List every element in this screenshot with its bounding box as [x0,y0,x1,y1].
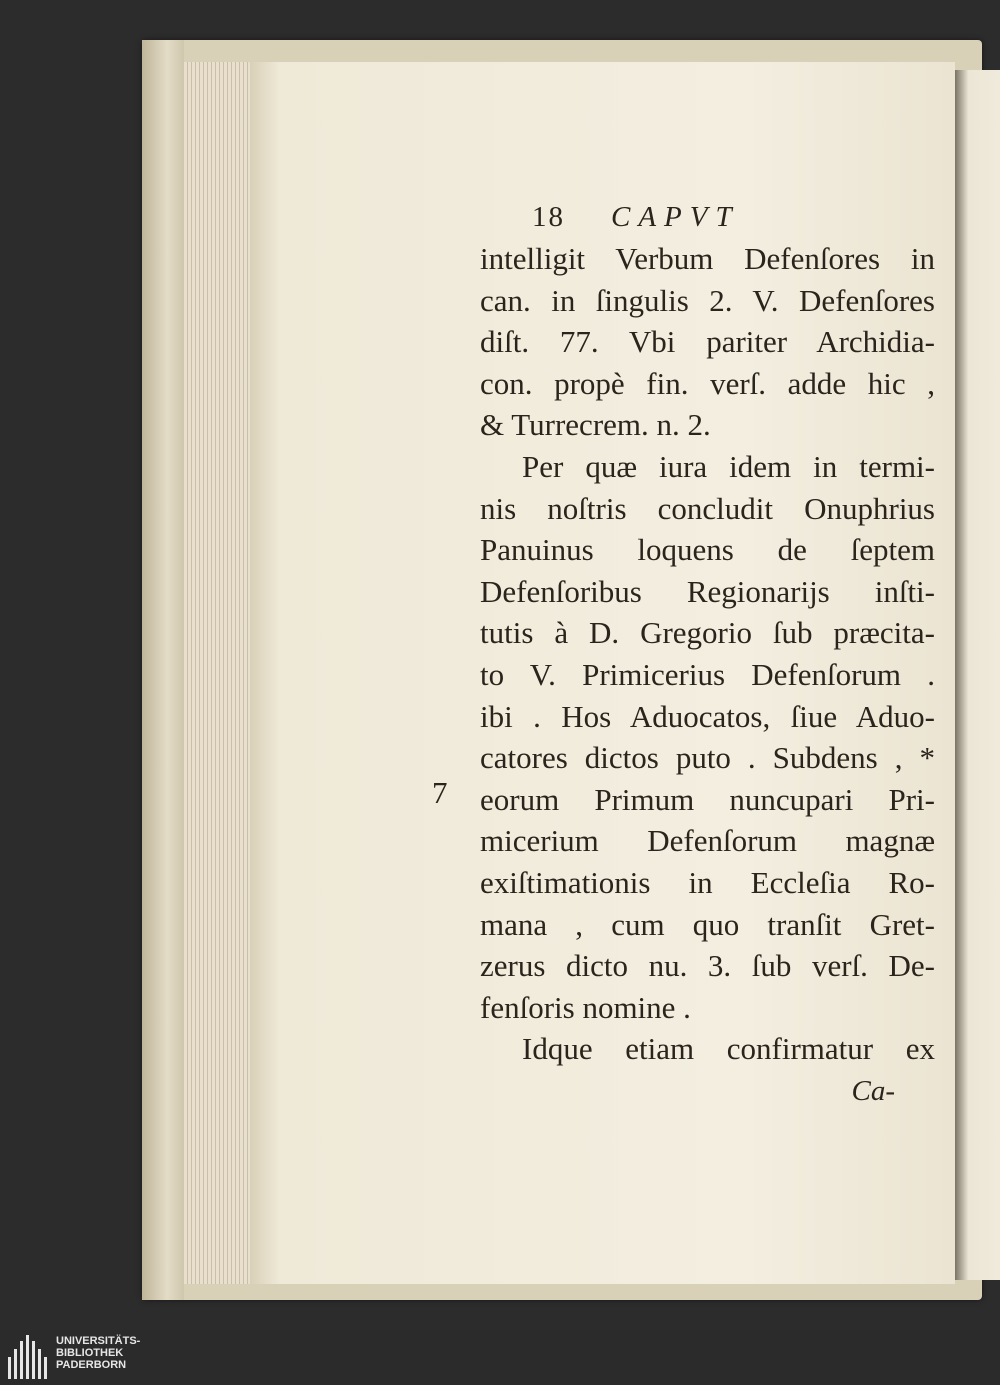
text-line: con. propè fin. verſ. adde hic , [480,365,935,401]
text-line: Per quæ iura idem in termi- [522,448,935,484]
margin-note-number: 7 [432,775,448,810]
page-number: 18 [532,201,565,233]
facing-page-edge [955,70,1000,1280]
library-logo-text [56,1335,140,1371]
page-stack-edges [184,62,254,1284]
text-line: nis noſtris concludit Onuphrius [480,490,935,526]
text-line: to V. Primicerius Defenſorum . [480,656,935,692]
footer-bar [0,1330,1000,1385]
text-line: mana , cum quo tranſit Gret- [480,906,935,942]
text-line: diſt. 77. Vbi pariter Archidia- [480,324,935,360]
text-line: exiſtimationis in Eccleſia Ro- [480,864,935,900]
logo-line-2: BIBLIOTHEK [56,1347,124,1359]
text-line: eorum Primum nuncupari Pri- [480,781,935,817]
cover-edge [142,40,184,1300]
text-line: fenſoris nomine . [480,989,691,1025]
text-line: & Turrecrem. n. 2. [480,407,711,443]
text-line: Idque etiam confirmatur ex [522,1031,935,1067]
text-line: tutis à D. Gregorio ſub præcita- [480,615,935,651]
logo-line-1: UNIVERSITÄTS- [56,1335,141,1347]
text-line: ibi . Hos Aduocatos, ſiue Aduo- [480,698,935,734]
catchword: Ca- [851,1074,895,1107]
text-line: Defenſoribus Regionarijs inſti- [480,573,935,609]
page-text [480,196,935,1112]
library-logo-icon [8,1335,52,1379]
text-line: intelligit Verbum Defenſores in [480,241,935,276]
text-line: catores dictos puto . Subdens , * [480,740,935,776]
running-head [480,196,935,238]
text-line: Panuinus loquens de ſeptem [480,532,935,568]
text-line: zerus dicto nu. 3. ſub verſ. De- [480,948,935,984]
text-line: micerium Defenſorum magnæ [480,823,935,859]
text-line: can. in ſingulis 2. V. Defenſores [480,282,935,318]
logo-line-3: PADERBORN [56,1359,127,1371]
running-title: CAPVT [611,201,740,233]
